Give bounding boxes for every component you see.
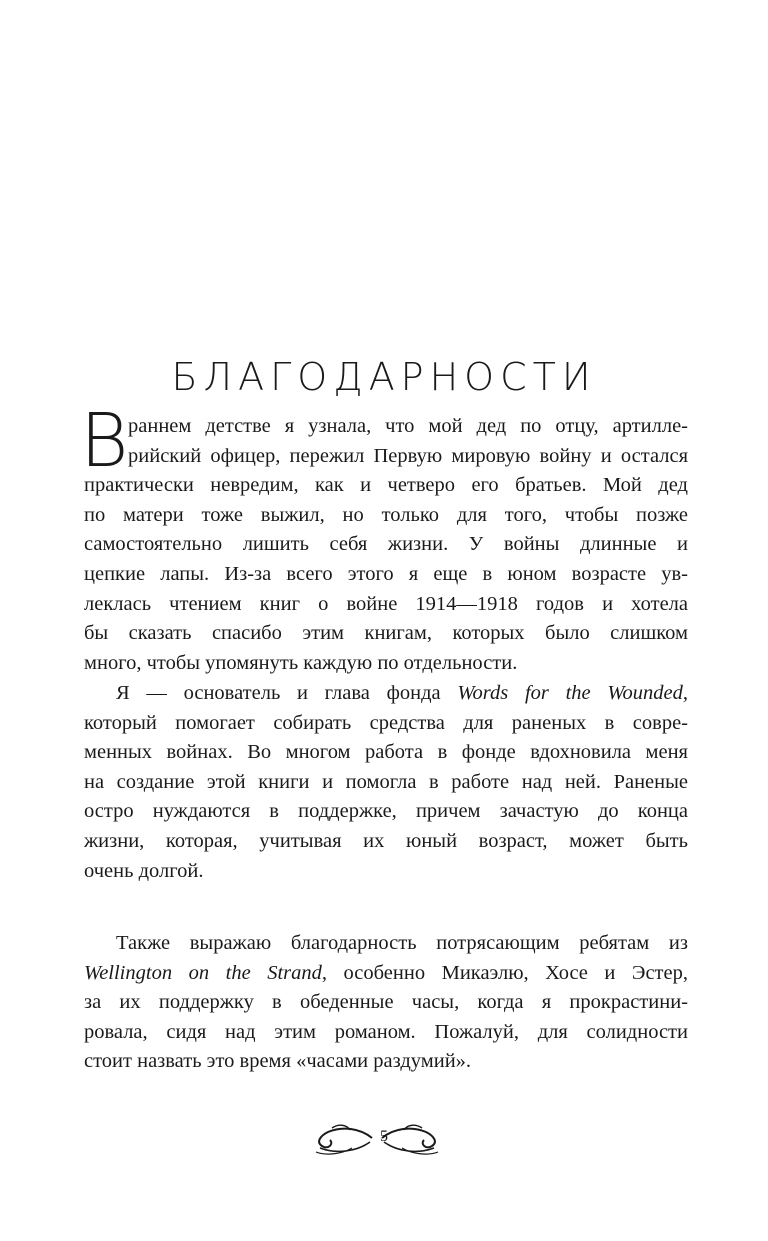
text-line: остро нуждаются в поддержке, причем зачастую до конца — [84, 800, 688, 823]
paragraph-2 — [84, 679, 688, 886]
text-line: очень долгой. — [84, 859, 204, 882]
text-line: практически невредим, как и четверо его братьев. Мой дед — [84, 474, 688, 497]
text-line: Также выражаю благодарность потрясающим ребятам из — [116, 932, 688, 954]
paragraph-3 — [84, 929, 688, 1077]
text-line: ровала, сидя над этим романом. Пожалуй, для солидности — [84, 1020, 688, 1043]
text-line: на создание этой книги и помогла в работе над ней. Раненые — [84, 770, 688, 793]
text-line: бы сказать спасибо этим книгам, которых было слишком — [84, 622, 688, 645]
text-line: рийский офицер, пережил Первую мировую войну и остался — [128, 444, 688, 467]
text-run: , особенно Микаэлю, Хосе и Эстер, — [321, 961, 688, 984]
foundation-name: Words for the Wounded — [457, 682, 683, 704]
text-run: , — [682, 682, 689, 704]
paragraph-1 — [84, 412, 688, 678]
text-line: раннем детстве я узнала, что мой дед по отцу, артилле- — [128, 415, 688, 437]
text-line: менных войнах. Во многом работа в фонде вдохновила меня — [84, 741, 688, 764]
text-line: леклась чтением книг о войне 1914—1918 годов и хотела — [84, 592, 688, 615]
text-line: цепкие лапы. Из-за всего этого я еще в юном возрасте ув- — [84, 562, 688, 585]
text-line: по матери тоже выжил, но только для того, чтобы позже — [84, 503, 688, 526]
text-line: много, чтобы упомянуть каждую по отдельности. — [84, 651, 518, 674]
page-folio — [0, 1118, 768, 1158]
text-line — [84, 679, 688, 709]
page-number: 5 — [380, 1128, 388, 1145]
text-line: за их поддержку в обеденные часы, когда я прокрастини- — [84, 991, 688, 1014]
right-flourish-icon — [380, 1122, 442, 1156]
text-run: Я — основатель и глава фонда — [116, 682, 458, 704]
text-line: который помогает собирать средства для раненых в совре- — [84, 711, 688, 734]
drop-cap: В — [80, 398, 129, 484]
page-heading: БЛАГОДАРНОСТИ — [171, 355, 597, 399]
text-line: самостоятельно лишить себя жизни. У войны длинные и — [84, 533, 688, 556]
text-line — [84, 959, 688, 989]
text-line: стоит назвать это время «часами раздумий». — [84, 1050, 472, 1073]
place-name: Wellington on the Strand — [84, 961, 322, 984]
text-line: жизни, которая, учитывая их юный возраст, может быть — [84, 829, 688, 852]
